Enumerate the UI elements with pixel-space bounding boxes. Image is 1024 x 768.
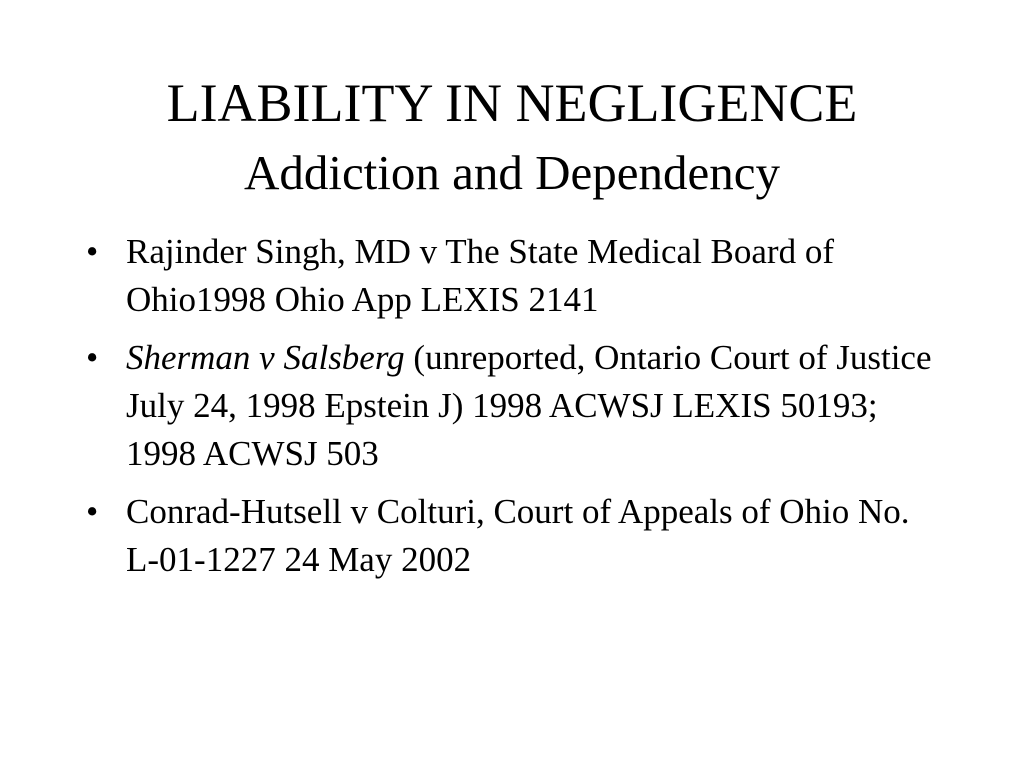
slide-title <box>0 68 1024 208</box>
title-line-sub: Addiction and Dependency <box>243 145 781 200</box>
bullet-text: (unreported, Ontario Court of Justice July 24, 1998 Epstein J) 1998 ACWSJ LEXIS 50193; 1998 ACWSJ 503 <box>126 338 932 473</box>
bullet-item-conrad <box>86 488 936 584</box>
bullet-icon: • <box>86 492 99 531</box>
bullet-icon: • <box>86 338 99 377</box>
bullet-icon: • <box>86 232 99 271</box>
bullet-text: Rajinder Singh, MD v The State Medical Board of Ohio1998 Ohio App LEXIS 2141 <box>126 232 834 319</box>
bullet-list <box>86 228 936 594</box>
bullet-item-sherman <box>86 334 936 478</box>
bullet-item-singh <box>86 228 936 324</box>
bullet-text: Conrad-Hutsell v Colturi, Court of Appeals of Ohio No. L-01-1227 24 May 2002 <box>126 492 910 579</box>
title-line-main: LIABILITY IN NEGLIGENCE <box>166 73 858 133</box>
case-name-italic: Sherman v Salsberg <box>126 338 405 377</box>
